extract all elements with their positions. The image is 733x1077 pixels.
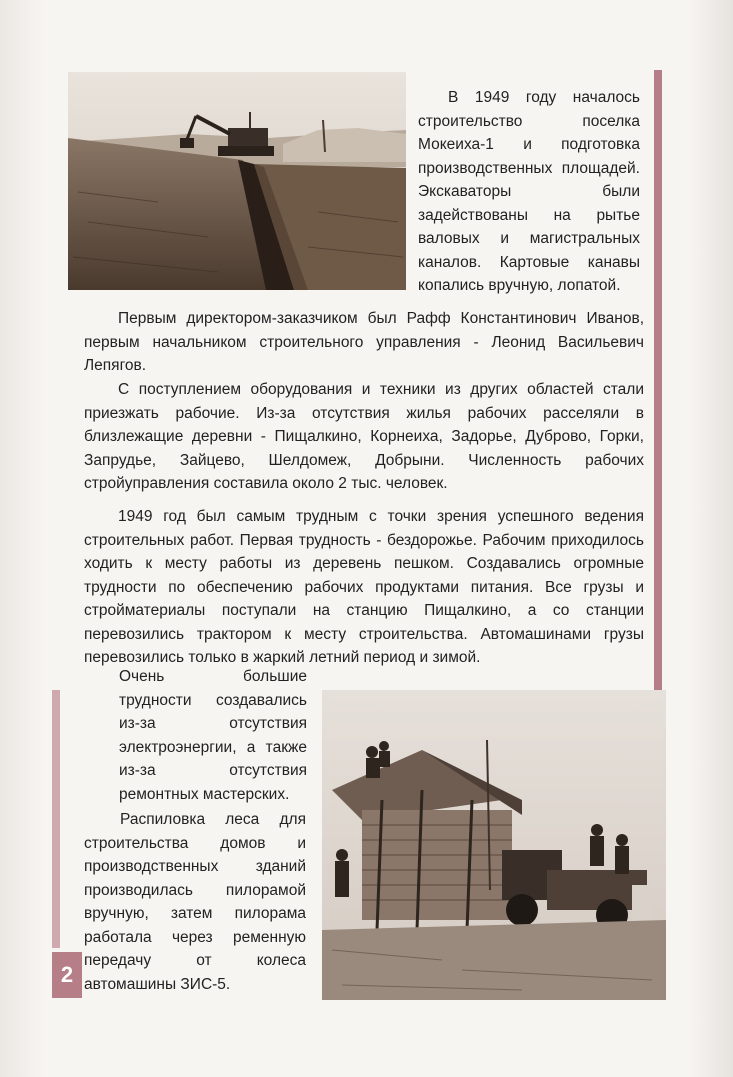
decorative-side-bar <box>654 70 662 690</box>
hardships-paragraph: 1949 год был самым трудным с точки зрения успешного ведения строительных работ. Первая трудность - бездорожье. Рабочим приходилось ходить к месту работы из деревень пешком. Создавались огромные трудности по обеспечению рабочих продуктами питания. Все грузы и стройматериалы поступали на станцию Пищалкино, а со станции перевозились трактором к месту строительства. Автомашинами грузы перевозились только в жаркий летний период и зимой. <box>84 508 644 666</box>
house-construction-truck-photo-icon <box>322 690 666 1000</box>
decorative-side-bar-left <box>52 690 60 948</box>
excavator-trench-photo-icon <box>68 72 406 290</box>
construction-photo <box>322 690 666 1000</box>
intro-paragraph: В 1949 году началось строительство поселка Мокеиха-1 и подготовка производственных площадей. Экскаваторы были задействованы на рытье валовых и магистральных каналов. Картовые канавы копались вручную, лопатой. <box>418 89 640 294</box>
page-number: 2 <box>60 962 74 987</box>
directors-paragraph: Первым директором-заказчиком был Рафф Константинович Иванов, первым начальником строительного управления - Леонид Васильевич Лепягов. <box>84 310 644 374</box>
excavator-photo <box>68 72 406 290</box>
sawing-paragraph: Распиловка леса для строительства домов и производственных зданий производилась пилорамой вручную, затем пилорама работала через ременную передачу от колеса автомашины ЗИС-5. <box>84 811 306 993</box>
workers-paragraph: С поступлением оборудования и техники из других областей стали приезжать рабочие. Из-за отсутствия жилья рабочих расселяли в близлежащие деревни - Пищалкино, Корнеиха, Задорье, Дуброво, Горки, Запрудье, Зайцево, Шелдомеж, Добрыни. Численность рабочих стройуправления составила около 2 тыс. человек. <box>84 381 644 492</box>
hardships-continuation: Очень большие трудности создавались из-за отсутствия электроэнергии, а также из-за отсутствия ремонтных мастерских. <box>119 668 307 803</box>
